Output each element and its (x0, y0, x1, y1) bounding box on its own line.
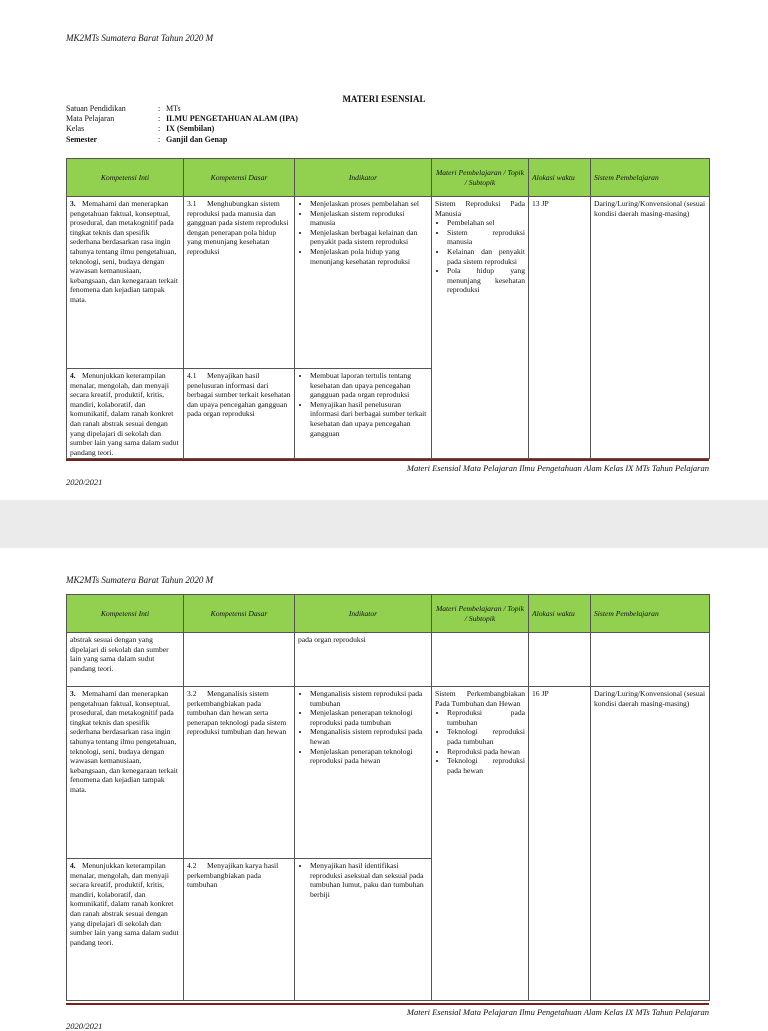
list-item: • Menjelaskan berbagai kelainan dan penyakit pada sistem reproduksi (310, 228, 428, 247)
indikator-cell (295, 859, 432, 1001)
kd-cell (184, 197, 295, 369)
materi-table-page-2 (66, 594, 710, 1001)
indikator-cell (295, 369, 432, 459)
ki-cell (67, 687, 184, 859)
document-page-1 (0, 0, 768, 500)
materi-list (435, 218, 525, 295)
meta-value: ILMU PENGETAHUAN ALAM (IPA) (166, 114, 298, 124)
indikator-cell (295, 687, 432, 859)
ki-cell (67, 197, 184, 369)
ki-text: Memahami dan menerapkan pengetahuan faktual, konseptual, prosedural, dan metakognitif pada tingkat teknis dan spesifik sederhana berdasarkan rasa ingin tahunya tentang ilmu pengetahuan, teknologi, seni, budaya dengan wawasan kemanusiaan, kebangsaan, dan kenegaraan terkait fenomena dan kejadian tampak mata. (70, 199, 178, 304)
alokasi-cell: 13 JP (529, 197, 591, 459)
ki-number: 3. (70, 199, 76, 208)
materi-title: Sistem Reproduksi Pada Manusia (435, 199, 525, 218)
sistem-cell: Daring/Luring/Konvensional (sesuai kondisi daerah masing-masing) (591, 687, 710, 1001)
meta-colon: : (158, 124, 161, 134)
meta-colon: : (158, 104, 161, 113)
list-item: • Pola hidup yang menunjang kesehatan reproduksi (447, 266, 525, 295)
col-header-indikator: Indikator (295, 595, 432, 633)
col-header-kd: Kompetensi Dasar (184, 159, 295, 197)
col-header-kd: Kompetensi Dasar (184, 595, 295, 633)
list-item: • Reproduksi pada hewan (447, 747, 525, 757)
list-item: • Menyajikan hasil penelusuran informasi dari berbagai sumber terkait kesehatan dan upaya pencegahan gangguan (310, 400, 428, 438)
table-header-row (67, 159, 710, 197)
kd-cell (184, 859, 295, 1001)
indikator-cell: pada organ reproduksi (295, 633, 432, 687)
ki-text: Menunjukkan keterampilan menalar, mengolah, dan menyaji secara kreatif, produktif, kritis, mandiri, kolaboratif, dan komunikatif, dalam ranah konkret dan ranah abstrak sesuai dengan yang dipelajari di sekolah dan sumber lain yang sama dalam sudut pandang teori. (70, 861, 179, 947)
document-page-2 (0, 548, 768, 1031)
list-item: • Menjelaskan penerapan teknologi reproduksi pada hewan (310, 747, 428, 766)
document-meta (66, 104, 298, 145)
ki-number: 4. (70, 371, 76, 380)
indikator-list (298, 861, 428, 899)
meta-colon: : (158, 114, 161, 124)
table-row (67, 687, 710, 859)
ki-cell (67, 369, 184, 459)
table-row (67, 633, 710, 687)
meta-value: IX (Sembilan) (166, 124, 215, 134)
indikator-clip (298, 371, 428, 455)
table-header-row (67, 595, 710, 633)
list-item: • Reproduksi pada tumbuhan (447, 708, 525, 727)
kd-text: Menyajikan karya hasil perkembangbiakan pada tumbuhan (187, 861, 279, 890)
materi-cell (432, 633, 529, 687)
indikator-list (298, 199, 428, 266)
materi-table-page-1 (66, 158, 710, 459)
kd-text: Menganalisis sistem perkembangbiakan pada tumbuhan dan hewan serta penerapan teknologi pada sistem reproduksi tumbuhan dan hewan (187, 689, 287, 737)
col-header-materi: Materi Pembelajaran / Topik / Subtopik (432, 595, 529, 633)
table-row (67, 197, 710, 369)
ki-text: Menunjukkan keterampilan menalar, mengolah, dan menyaji secara kreatif, produktif, kritis, mandiri, kolaboratif, dan komunikatif, dalam ranah konkret dan ranah abstrak sesuai dengan yang dipelajari di sekolah dan sumber lain yang sama dalam sudut pandang teori. (70, 371, 179, 457)
meta-label: Semester (66, 134, 98, 144)
document-title: MATERI ESENSIAL (342, 94, 426, 104)
footer-rule (66, 459, 709, 461)
list-item: • Menyajikan hasil identifikasi reproduksi aseksual dan seksual pada tumbuhan lumut, paku dan tumbuhan berbiji (310, 861, 428, 899)
page-header: MK2MTs Sumatera Barat Tahun 2020 M (66, 575, 214, 585)
list-item: • Membuat laporan tertulis tentang kesehatan dan upaya pencegahan gangguan pada organ reproduksi (310, 371, 428, 400)
footer-rule (66, 1003, 709, 1005)
list-item: • Kelainan dan penyakit pada sistem reproduksi (447, 247, 525, 266)
ki-cell (67, 859, 184, 1001)
kd-text: Menghubungkan sistem reproduksi pada manusia dan gangguan pada sistem reproduksi dengan penerapan pola hidup yang menunjang kesehatan reproduksi (187, 199, 289, 256)
footer-year: 2020/2021 (66, 1021, 103, 1031)
ki-cell: abstrak sesuai dengan yang dipelajari di sekolah dan sumber lain yang sama dalam sudut pandang teori. (67, 633, 184, 687)
col-header-alokasi: Alokasi waktu (529, 159, 591, 197)
ki-number: 4. (70, 861, 76, 870)
ki-number: 3. (70, 689, 76, 698)
list-item: • Pembelahan sel (447, 218, 525, 228)
list-item: • Sistem reproduksi manusia (447, 228, 525, 247)
page-header: MK2MTs Sumatera Barat Tahun 2020 M (66, 33, 214, 43)
meta-label: Mata Pelajaran (66, 114, 115, 124)
materi-cell (432, 687, 529, 1001)
col-header-indikator: Indikator (295, 159, 432, 197)
list-item: • Teknologi reproduksi pada tumbuhan (447, 727, 525, 746)
list-item: • Menjelaskan sistem reproduksi manusia (310, 209, 428, 228)
list-item: • Menganalisis sistem reproduksi pada hewan (310, 727, 428, 746)
col-header-ki: Kompetensi Inti (67, 159, 184, 197)
sistem-cell: Daring/Luring/Konvensional (sesuai kondisi daerah masing-masing) (591, 197, 710, 459)
list-item: • Menjelaskan proses pembelahan sel (310, 199, 428, 209)
alokasi-cell: 16 JP (529, 687, 591, 1001)
kd-number: 3.2 (187, 689, 197, 698)
kd-number: 4.2 (187, 861, 197, 870)
kd-cell (184, 369, 295, 459)
footer-year: 2020/2021 (66, 477, 103, 487)
meta-colon: : (158, 134, 161, 144)
sistem-cell (591, 633, 710, 687)
col-header-sistem: Sistem Pembelajaran (591, 595, 710, 633)
kd-number: 3.1 (187, 199, 197, 208)
list-item: • Menganalisis sistem reproduksi pada tumbuhan (310, 689, 428, 708)
materi-cell (432, 197, 529, 459)
footer-text: Materi Esensial Mata Pelajaran Ilmu Pengetahuan Alam Kelas IX MTs Tahun Pelajaran (406, 463, 709, 473)
col-header-alokasi: Alokasi waktu (529, 595, 591, 633)
list-item: • Menjelaskan pola hidup yang menunjang kesehatan reproduksi (310, 247, 428, 266)
ki-clip (70, 371, 180, 455)
kd-text: Menyajikan hasil penelusuran informasi dari berbagai sumber terkait kesehatan dan upaya pencegahan gangguan pada organ reproduksi (187, 371, 291, 419)
kd-number: 4.1 (187, 371, 197, 380)
meta-row (66, 135, 298, 145)
meta-label: Satuan Pendidikan (66, 104, 126, 113)
materi-list (435, 708, 525, 775)
meta-value: Ganjil dan Genap (166, 134, 228, 144)
ki-text: Memahami dan menerapkan pengetahuan faktual, konseptual, prosedural, dan metakognitif pada tingkat teknis dan spesifik sederhana berdasarkan rasa ingin tahunya tentang ilmu pengetahuan, teknologi, seni, budaya dengan wawasan kemanusiaan, kebangsaan, dan kenegaraan terkait fenomena dan kejadian tampak mata. (70, 689, 178, 794)
list-item: • Menjelaskan penerapan teknologi reproduksi pada tumbuhan (310, 708, 428, 727)
list-item: • Teknologi reproduksi pada hewan (447, 756, 525, 775)
kd-cell (184, 633, 295, 687)
page-gap (0, 500, 768, 548)
materi-title: Sistem Perkembangbiakan Pada Tumbuhan dan Hewan (435, 689, 525, 708)
footer-text: Materi Esensial Mata Pelajaran Ilmu Pengetahuan Alam Kelas IX MTs Tahun Pelajaran (406, 1007, 709, 1017)
meta-value: MTs (166, 104, 181, 113)
meta-row (66, 104, 298, 114)
col-header-materi: Materi Pembelajaran / Topik / Subtopik (432, 159, 529, 197)
meta-row (66, 114, 298, 124)
meta-label: Kelas (66, 124, 85, 134)
col-header-sistem: Sistem Pembelajaran (591, 159, 710, 197)
indikator-cell (295, 197, 432, 369)
kd-cell (184, 687, 295, 859)
indikator-list (298, 371, 428, 438)
col-header-ki: Kompetensi Inti (67, 595, 184, 633)
meta-row (66, 124, 298, 134)
alokasi-cell (529, 633, 591, 687)
indikator-list (298, 689, 428, 766)
